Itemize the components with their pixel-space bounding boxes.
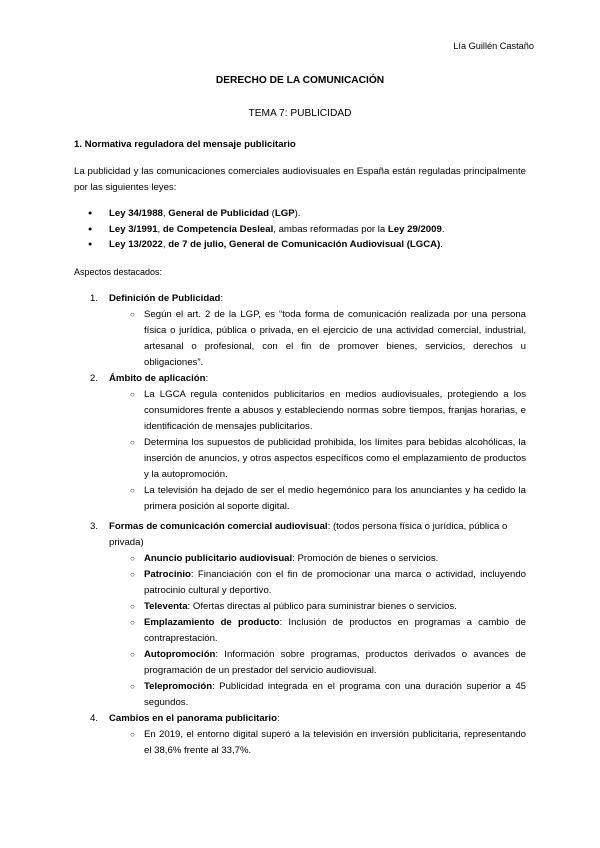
numbered-item: 3. Formas de comunicación comercial audiovisual: (todos persona física o jurídica, pública o privada) ○ Anuncio publicitario audiovisual: Promoción de bienes o servicios. ○ Patrocinio: Financiación con el fin de promocionar una marca o actividad, incluyendo patrocinio cultural y deportivo. ○ Televenta: Ofertas directas al público para suministrar bienes o servicios. ○ Emplazamiento de producto: Inclusión de productos en programas a cambio de contraprestación. ○ Autopromoción: Información sobre programas, productos derivados o avances de programación de un prestador del servicio audiovisual. ○ Telepromoción: Publicidad integrada en el programa con una duración superior a 45 segundos. (90, 519, 526, 711)
topic-title: TEMA 7: PUBLICIDAD (248, 108, 352, 119)
law-item: ● Ley 13/2022, de 7 de julio, General de Comunicación Audiovisual (LGCA). (88, 237, 528, 253)
law-item: ● Ley 34/1988, General de Publicidad (LGP). (88, 206, 528, 222)
law-item: ● Ley 3/1991, de Competencia Desleal, ambas reformadas por la Ley 29/2009. (88, 222, 528, 238)
sub-item: ○ En 2019, el entorno digital superó a la televisión en inversión publicitaria, representando el 38,6% frente al 33,7%. (130, 729, 526, 756)
sub-item: ○ Telepromoción: Publicidad integrada en el programa con una duración superior a 45 segundos. (130, 681, 526, 708)
sub-item: ○ La televisión ha dejado de ser el medio hegemónico para los anunciantes y ha cedido la primera posición al soporte digital. (130, 485, 526, 512)
numbered-list-b (90, 519, 526, 759)
sub-item: ○ Determina los supuestos de publicidad prohibida, los límites para bebidas alcohólicas, la inserción de anuncios, y otros aspectos específicos como el emplazamiento de productos y la autopromoción. (130, 437, 526, 480)
aspects-label: Aspectos destacados: (74, 267, 163, 277)
numbered-item: 2. Ámbito de aplicación: ○ La LGCA regula contenidos publicitarios en medios audiovisuales, protegiendo a los consumidores frente a abusos y estableciendo normas sobre tiempos, franjas horarias, e identificación de mensajes publicitarios. ○ Determina los supuestos de publicidad prohibida, los límites para bebidas alcohólicas, la inserción de anuncios, y otros aspectos específicos como el emplazamiento de productos y la autopromoción. ○ La televisión ha dejado de ser el medio hegemónico para los anunciantes y ha cedido la primera posición al soporte digital. (90, 371, 526, 515)
sub-item: ○ Televenta: Ofertas directas al público para suministrar bienes o servicios. (130, 601, 457, 612)
sub-item: ○ La LGCA regula contenidos publicitarios en medios audiovisuales, protegiendo a los consumidores frente a abusos y estableciendo normas sobre tiempos, franjas horarias, e identificación de mensajes publicitarios. (130, 389, 526, 432)
sub-item: ○ Según el art. 2 de la LGP, es “toda forma de comunicación realizada por una persona física o jurídica, pública o privada, en el ejercicio de una actividad comercial, industrial, artesanal o profesional, con el fin de promover bienes, servicios, derechos u obligaciones”. (130, 309, 526, 368)
sub-item: ○ Patrocinio: Financiación con el fin de promocionar una marca o actividad, incluyendo patrocinio cultural y deportivo. (130, 569, 526, 596)
sub-item: ○ Autopromoción: Información sobre programas, productos derivados o avances de programación de un prestador del servicio audiovisual. (130, 649, 526, 676)
sub-item: ○ Anuncio publicitario audiovisual: Promoción de bienes o servicios. (130, 553, 439, 564)
numbered-item: 4. Cambios en el panorama publicitario: ○ En 2019, el entorno digital superó a la televisión en inversión publicitaria, representando el 38,6% frente al 33,7%. (90, 711, 526, 759)
numbered-list-a (90, 291, 526, 515)
document-title: DERECHO DE LA COMUNICACIÓN (215, 75, 385, 86)
section-heading: 1. Normativa reguladora del mensaje publicitario (74, 139, 296, 150)
author-name: Lía Guillén Castaño (453, 41, 534, 51)
sub-item: ○ Emplazamiento de producto: Inclusión de productos en programas a cambio de contraprestación. (130, 617, 526, 644)
laws-list (88, 206, 528, 253)
intro-paragraph: La publicidad y las comunicaciones comerciales audiovisuales en España están reguladas principalmente por las siguientes leyes: (74, 166, 526, 193)
numbered-item: 1. Definición de Publicidad: ○ Según el art. 2 de la LGP, es “toda forma de comunicación realizada por una persona física o jurídica, pública o privada, en el ejercicio de una actividad comercial, industrial, artesanal o profesional, con el fin de promover bienes, servicios, derechos u obligaciones”. (90, 291, 526, 371)
